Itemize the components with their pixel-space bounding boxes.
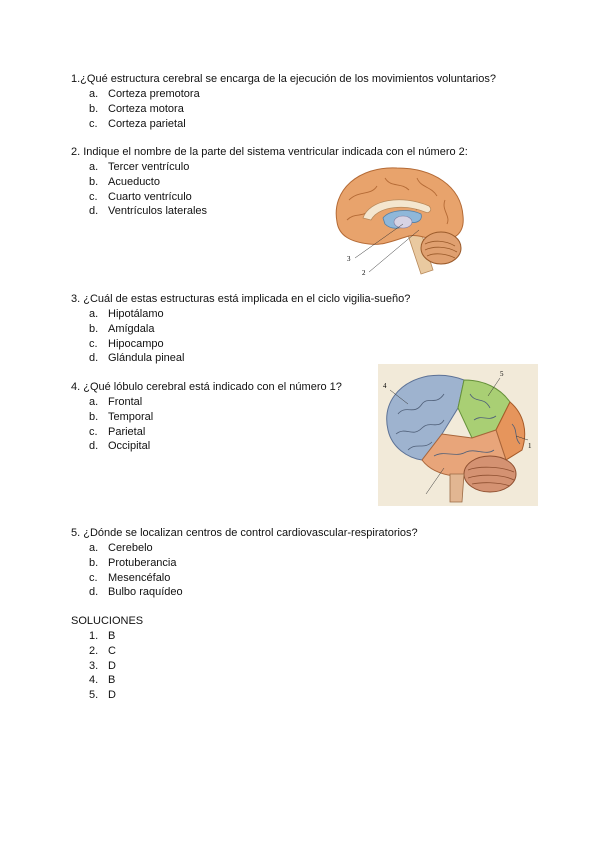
option-3a xyxy=(71,307,410,322)
question-3 xyxy=(71,292,410,366)
option-letter: a. xyxy=(89,308,99,320)
option-1c xyxy=(71,117,496,132)
option-letter: c. xyxy=(89,425,98,438)
solutions-section xyxy=(71,614,143,703)
option-text: Parietal xyxy=(108,425,146,438)
option-text: Corteza parietal xyxy=(108,117,186,130)
question-4-options xyxy=(71,395,342,454)
option-letter: b. xyxy=(89,410,99,423)
option-letter: c. xyxy=(89,337,98,350)
solution-answer: B xyxy=(108,674,116,687)
option-letter: d. xyxy=(89,586,99,599)
option-text: Ventrículos laterales xyxy=(108,205,208,218)
sagittal-brain-figure xyxy=(329,160,469,280)
option-1a xyxy=(71,87,496,102)
option-text: Frontal xyxy=(108,396,143,408)
option-5c xyxy=(71,571,418,586)
option-4d xyxy=(71,439,342,454)
solution-item xyxy=(71,659,143,674)
option-3b xyxy=(71,322,410,337)
solution-number: 5. xyxy=(89,689,99,702)
option-letter: b. xyxy=(89,556,99,569)
solution-item xyxy=(71,673,143,688)
question-3-text: 3. ¿Cuál de estas estructuras está implicada en el ciclo vigilia-sueño? xyxy=(71,293,411,305)
option-text: Mesencéfalo xyxy=(108,571,171,584)
figure-label: 1 xyxy=(528,442,532,450)
solution-number: 2. xyxy=(89,644,99,657)
lateral-brain-illustration xyxy=(378,364,538,506)
question-1 xyxy=(71,72,496,131)
solution-item xyxy=(71,688,143,703)
solution-number: 1. xyxy=(89,630,99,642)
option-text: Acueducto xyxy=(108,175,160,188)
option-letter: c. xyxy=(89,117,98,130)
option-text: Glándula pineal xyxy=(108,352,185,365)
option-text: Hipotálamo xyxy=(108,308,164,320)
figure-label: 3 xyxy=(347,255,351,263)
option-5d xyxy=(71,585,418,600)
option-4c xyxy=(71,425,342,440)
option-text: Cuarto ventrículo xyxy=(108,190,192,203)
question-4-text: 4. ¿Qué lóbulo cerebral está indicado con el número 1? xyxy=(71,381,342,393)
option-4a xyxy=(71,395,342,410)
option-5b xyxy=(71,556,418,571)
solution-number: 3. xyxy=(89,659,99,672)
option-letter: b. xyxy=(89,175,99,188)
sagittal-brain-illustration xyxy=(329,160,469,280)
option-text: Protuberancia xyxy=(108,556,177,569)
question-3-options xyxy=(71,307,410,366)
option-letter: b. xyxy=(89,322,99,335)
option-text: Bulbo raquídeo xyxy=(108,586,183,599)
option-text: Corteza motora xyxy=(108,102,184,115)
option-text: Occipital xyxy=(108,440,151,453)
solution-answer: D xyxy=(108,689,116,702)
option-letter: a. xyxy=(89,161,99,173)
option-5a xyxy=(71,541,418,556)
figure-label: 2 xyxy=(362,269,366,277)
option-letter: d. xyxy=(89,440,99,453)
option-3c xyxy=(71,337,410,352)
lateral-brain-figure xyxy=(378,364,538,506)
option-letter: a. xyxy=(89,88,99,100)
question-5 xyxy=(71,526,418,600)
solutions-title: SOLUCIONES xyxy=(71,615,144,627)
option-letter: a. xyxy=(89,396,99,408)
solution-answer: D xyxy=(108,659,116,672)
option-letter: b. xyxy=(89,102,99,115)
question-5-text: 5. ¿Dónde se localizan centros de control cardiovascular-respiratorios? xyxy=(71,527,418,539)
question-1-options xyxy=(71,87,496,131)
option-3d xyxy=(71,351,410,366)
solution-item xyxy=(71,644,143,659)
solution-item xyxy=(71,629,143,644)
figure-label: 4 xyxy=(383,382,387,390)
option-text: Temporal xyxy=(108,410,154,423)
solution-number: 4. xyxy=(89,674,99,687)
question-5-options xyxy=(71,541,418,600)
option-text: Tercer ventrículo xyxy=(108,161,190,173)
option-1b xyxy=(71,102,496,117)
option-text: Corteza premotora xyxy=(108,88,200,100)
solution-answer: C xyxy=(108,644,116,657)
option-letter: a. xyxy=(89,542,99,554)
option-letter: d. xyxy=(89,352,99,365)
question-4 xyxy=(71,380,342,454)
figure-label: 5 xyxy=(500,370,504,378)
option-4b xyxy=(71,410,342,425)
solution-answer: B xyxy=(108,630,116,642)
option-letter: c. xyxy=(89,190,98,203)
question-2-text: 2. Indique el nombre de la parte del sistema ventricular indicada con el número 2: xyxy=(71,146,468,158)
option-text: Amígdala xyxy=(108,322,155,335)
question-1-text: 1.¿Qué estructura cerebral se encarga de la ejecución de los movimientos voluntarios? xyxy=(71,73,496,85)
option-letter: d. xyxy=(89,205,99,218)
option-letter: c. xyxy=(89,571,98,584)
option-text: Hipocampo xyxy=(108,337,164,350)
option-text: Cerebelo xyxy=(108,542,153,554)
